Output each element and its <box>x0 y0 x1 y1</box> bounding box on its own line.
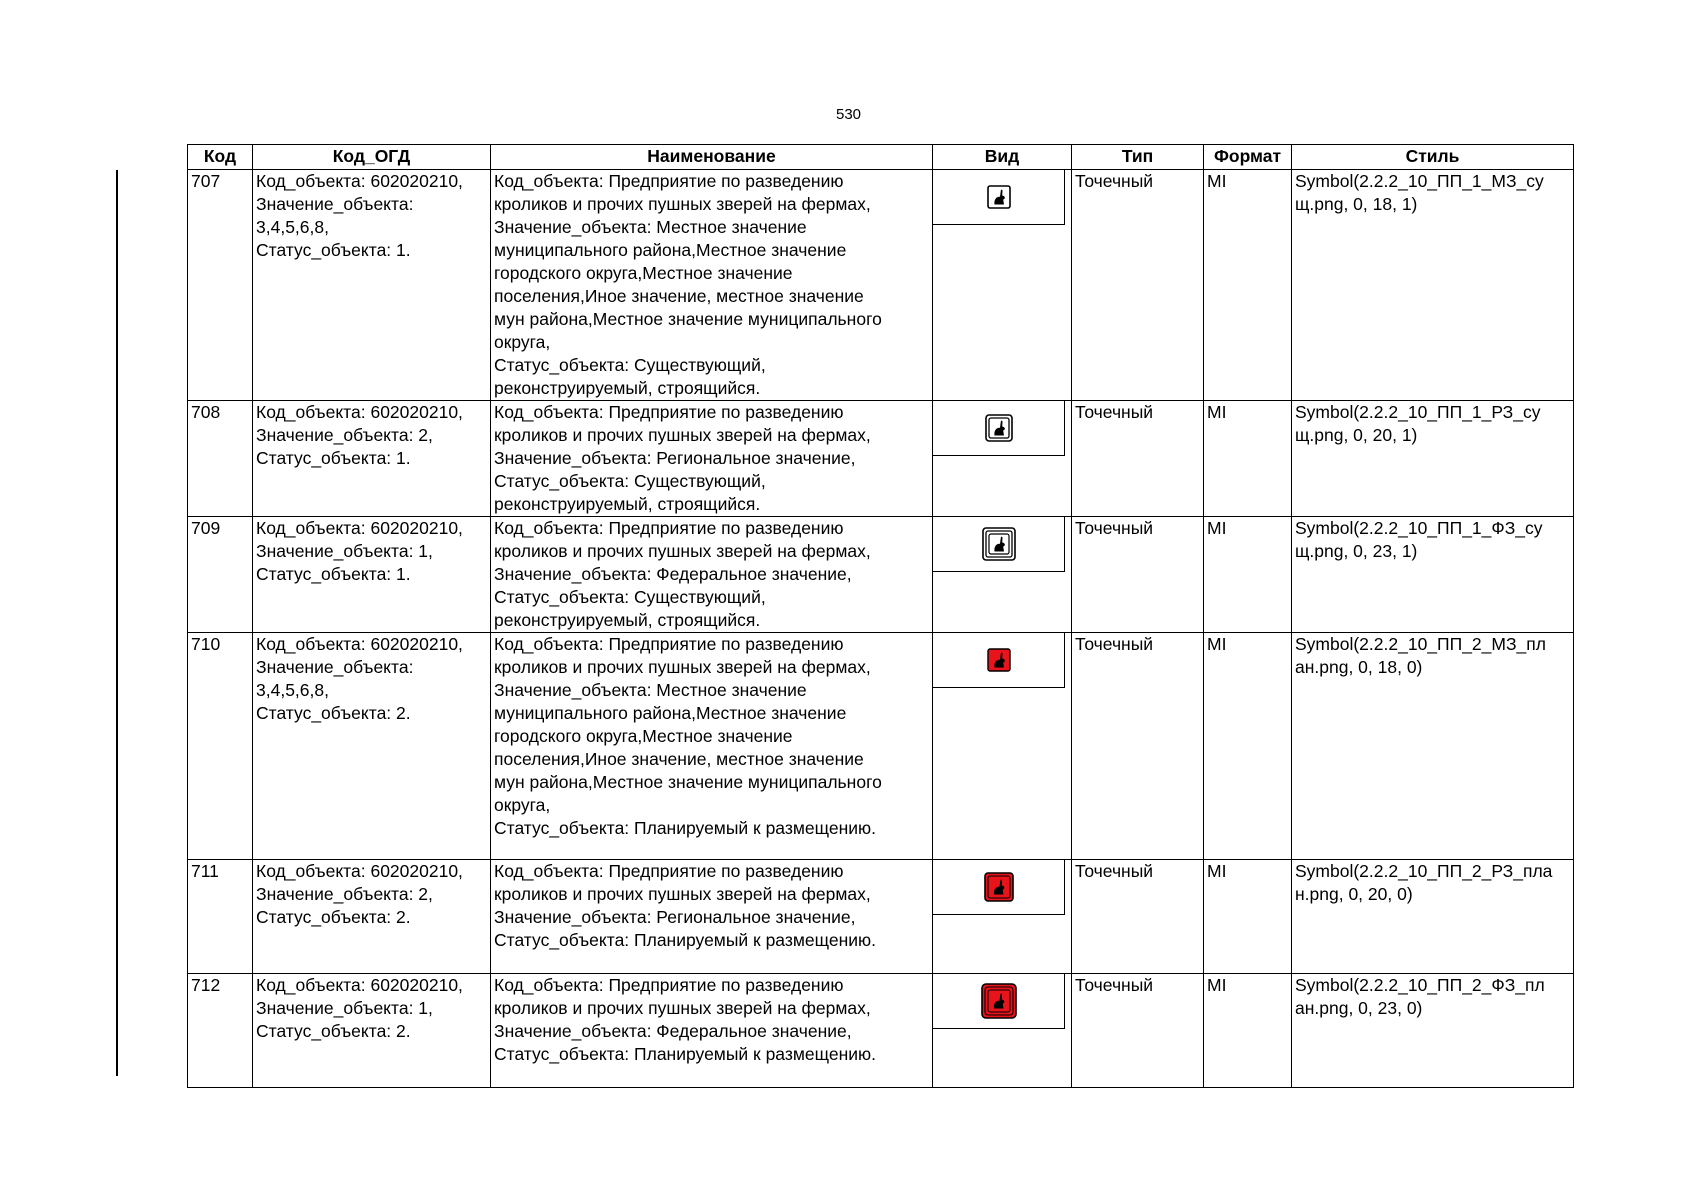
table-row <box>188 633 1574 860</box>
cell-view <box>933 633 1072 860</box>
cell-ogd: Код_объекта: 602020210, Значение_объекта: 1, Статус_объекта: 2. <box>253 974 491 1088</box>
cell-code: 711 <box>188 860 253 974</box>
symbol-preview <box>933 517 1065 572</box>
table-row <box>188 974 1574 1088</box>
cell-type: Точечный <box>1072 974 1204 1088</box>
header-format: Формат <box>1204 145 1292 170</box>
rabbit-icon <box>981 526 1017 562</box>
cell-type: Точечный <box>1072 170 1204 401</box>
cell-view <box>933 401 1072 517</box>
header-ogd: Код_ОГД <box>253 145 491 170</box>
cell-format: MI <box>1204 974 1292 1088</box>
cell-format: MI <box>1204 517 1292 633</box>
cell-name: Код_объекта: Предприятие по разведению кроликов и прочих пушных зверей на фермах, Значение_объекта: Федеральное значение, Статус_объекта: Планируемый к размещению. <box>491 974 933 1088</box>
page-number: 530 <box>835 106 862 123</box>
rabbit-icon <box>986 184 1012 210</box>
cell-name: Код_объекта: Предприятие по разведению кроликов и прочих пушных зверей на фермах, Значение_объекта: Федеральное значение, Статус_объекта: Существующий, реконструируемый, строящийся. <box>491 517 933 633</box>
cell-type: Точечный <box>1072 401 1204 517</box>
cell-view <box>933 170 1072 401</box>
cell-style: Symbol(2.2.2_10_ПП_2_РЗ_пла н.png, 0, 20, 0) <box>1292 860 1574 974</box>
rabbit-icon <box>986 647 1012 673</box>
cell-view <box>933 517 1072 633</box>
cell-style: Symbol(2.2.2_10_ПП_2_МЗ_пл ан.png, 0, 18, 0) <box>1292 633 1574 860</box>
cell-format: MI <box>1204 633 1292 860</box>
cell-style: Symbol(2.2.2_10_ПП_1_ФЗ_су щ.png, 0, 23, 1) <box>1292 517 1574 633</box>
cell-type: Точечный <box>1072 517 1204 633</box>
symbol-preview <box>933 401 1065 456</box>
table-row <box>188 170 1574 401</box>
cell-name: Код_объекта: Предприятие по разведению кроликов и прочих пушных зверей на фермах, Значение_объекта: Местное значение муниципального района,Местное значение городского округа,Местное значение поселения,Иное значение, местное значение мун района,Местное значение муниципального округа, Статус_объекта: Существующий, реконструируемый, строящийся. <box>491 170 933 401</box>
cell-ogd: Код_объекта: 602020210, Значение_объекта: 3,4,5,6,8, Статус_объекта: 2. <box>253 633 491 860</box>
symbol-preview <box>933 860 1065 915</box>
header-name: Наименование <box>491 145 933 170</box>
cell-type: Точечный <box>1072 860 1204 974</box>
cell-name: Код_объекта: Предприятие по разведению кроликов и прочих пушных зверей на фермах, Значение_объекта: Местное значение муниципального района,Местное значение городского округа,Местное значение поселения,Иное значение, местное значение мун района,Местное значение муниципального округа, Статус_объекта: Планируемый к размещению. <box>491 633 933 860</box>
cell-ogd: Код_объекта: 602020210, Значение_объекта: 2, Статус_объекта: 1. <box>253 401 491 517</box>
cell-code: 708 <box>188 401 253 517</box>
symbol-preview <box>933 170 1065 225</box>
cell-type: Точечный <box>1072 633 1204 860</box>
cell-code: 710 <box>188 633 253 860</box>
header-view: Вид <box>933 145 1072 170</box>
rabbit-icon <box>984 413 1014 443</box>
symbol-preview <box>933 974 1065 1029</box>
cell-view <box>933 974 1072 1088</box>
cell-format: MI <box>1204 860 1292 974</box>
cell-code: 707 <box>188 170 253 401</box>
margin-line <box>116 170 118 1076</box>
table-row <box>188 517 1574 633</box>
cell-format: MI <box>1204 170 1292 401</box>
table-row <box>188 401 1574 517</box>
cell-name: Код_объекта: Предприятие по разведению кроликов и прочих пушных зверей на фермах, Значение_объекта: Региональное значение, Статус_объекта: Планируемый к размещению. <box>491 860 933 974</box>
cell-ogd: Код_объекта: 602020210, Значение_объекта: 3,4,5,6,8, Статус_объекта: 1. <box>253 170 491 401</box>
cell-style: Symbol(2.2.2_10_ПП_2_ФЗ_пл ан.png, 0, 23, 0) <box>1292 974 1574 1088</box>
cell-code: 709 <box>188 517 253 633</box>
header-style: Стиль <box>1292 145 1574 170</box>
header-row <box>188 145 1574 170</box>
header-type: Тип <box>1072 145 1204 170</box>
rabbit-icon <box>980 982 1018 1020</box>
cell-style: Symbol(2.2.2_10_ПП_1_РЗ_су щ.png, 0, 20, 1) <box>1292 401 1574 517</box>
symbol-preview <box>933 633 1065 688</box>
cell-ogd: Код_объекта: 602020210, Значение_объекта: 1, Статус_объекта: 1. <box>253 517 491 633</box>
header-code: Код <box>188 145 253 170</box>
rabbit-icon <box>983 871 1015 903</box>
symbol-registry-table <box>187 144 1574 1088</box>
cell-format: MI <box>1204 401 1292 517</box>
cell-ogd: Код_объекта: 602020210, Значение_объекта: 2, Статус_объекта: 2. <box>253 860 491 974</box>
cell-view <box>933 860 1072 974</box>
cell-code: 712 <box>188 974 253 1088</box>
cell-style: Symbol(2.2.2_10_ПП_1_МЗ_су щ.png, 0, 18, 1) <box>1292 170 1574 401</box>
table-row <box>188 860 1574 974</box>
cell-name: Код_объекта: Предприятие по разведению кроликов и прочих пушных зверей на фермах, Значение_объекта: Региональное значение, Статус_объекта: Существующий, реконструируемый, строящийся. <box>491 401 933 517</box>
